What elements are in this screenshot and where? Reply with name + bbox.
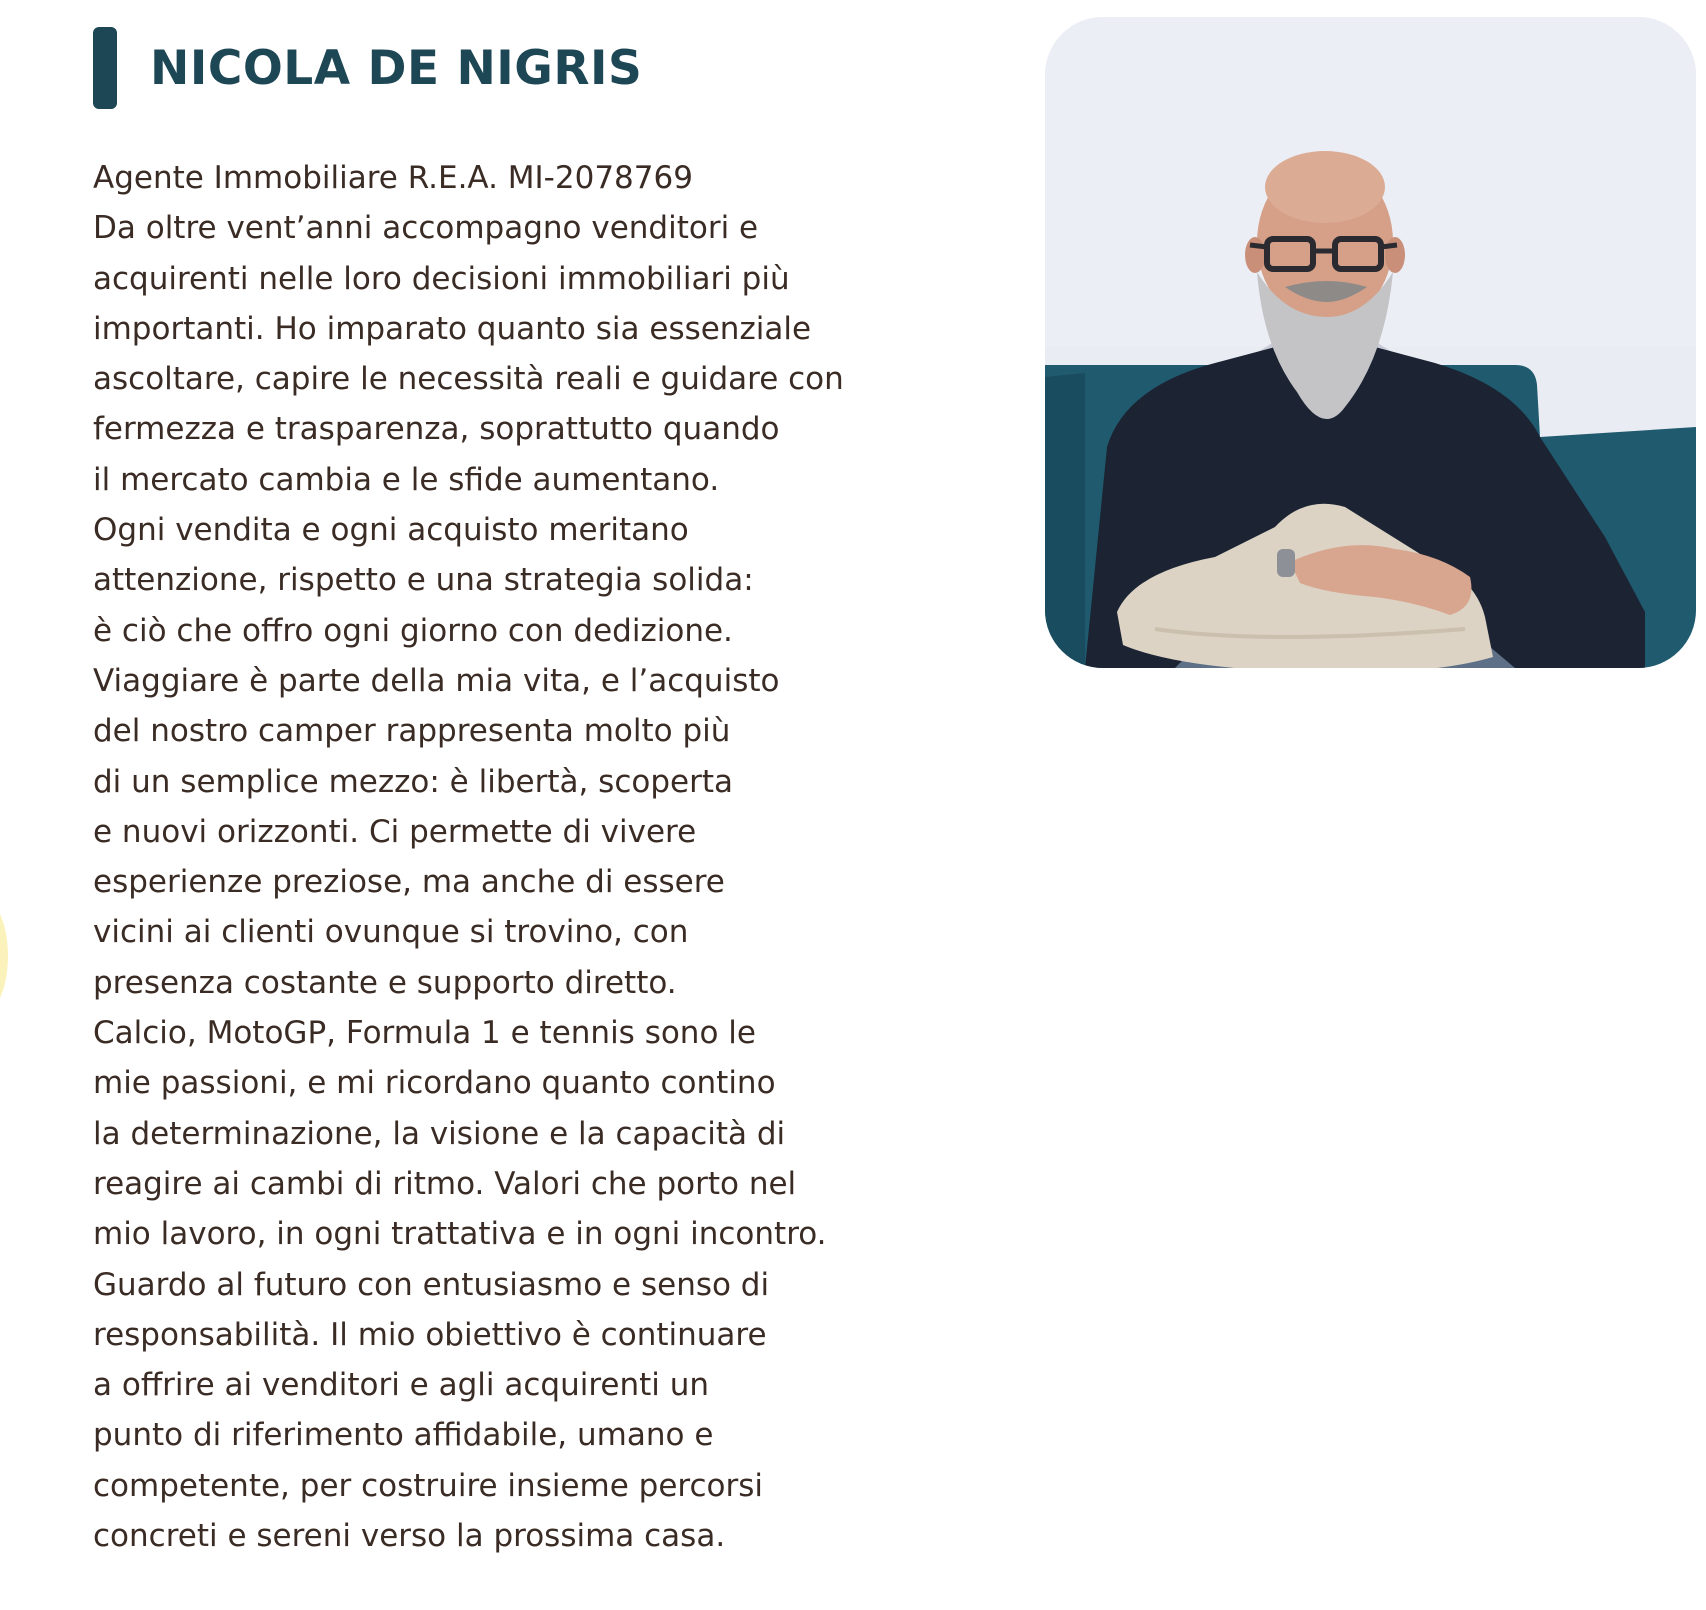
decorative-edge-blob (0, 896, 8, 1016)
bio-line: a offrire ai venditori e agli acquirenti un (93, 1367, 710, 1404)
bio-line: Calcio, MotoGP, Formula 1 e tennis sono le (93, 1015, 756, 1052)
bio-line: e nuovi orizzonti. Ci permette di vivere (93, 813, 697, 850)
bio-line: Guardo al futuro con entusiasmo e senso di (93, 1266, 770, 1303)
bio-line: Viaggiare è parte della mia vita, e l’acquisto (93, 662, 780, 699)
bio-line: esperienze preziose, ma anche di essere (93, 864, 725, 901)
bio-line: Agente Immobiliare R.E.A. MI-2078769 (93, 160, 693, 196)
bio-line: acquirenti nelle loro decisioni immobiliari più (93, 260, 790, 297)
bio-line: Da oltre vent’anni accompagno venditori e (93, 210, 759, 247)
bio-text (93, 153, 973, 1561)
bio-line: Ogni vendita e ogni acquisto meritano (93, 512, 689, 549)
bio-line: competente, per costruire insieme percorsi (93, 1467, 763, 1504)
bio-line: attenzione, rispetto e una strategia solida: (93, 562, 754, 599)
bio-line: la determinazione, la visione e la capacità di (93, 1115, 786, 1152)
title-accent-bar (93, 27, 117, 109)
page-title: NICOLA DE NIGRIS (150, 40, 643, 96)
bio-line: mio lavoro, in ogni trattativa e in ogni incontro. (93, 1216, 827, 1253)
profile-photo (1045, 17, 1696, 668)
bio-line: di un semplice mezzo: è libertà, scoperta (93, 763, 733, 800)
bio-line: concreti e sereni verso la prossima casa. (93, 1518, 726, 1555)
bio-line: del nostro camper rappresenta molto più (93, 713, 731, 750)
profile-header (93, 27, 642, 109)
bio-line: mie passioni, e mi ricordano quanto contino (93, 1065, 776, 1102)
bio-line: punto di riferimento affidabile, umano e (93, 1417, 714, 1454)
bio-line: ascoltare, capire le necessità reali e guidare con (93, 361, 844, 398)
bio-line: il mercato cambia e le sfide aumentano. (93, 461, 720, 498)
bio-line: responsabilità. Il mio obiettivo è continuare (93, 1316, 767, 1353)
bio-line: presenza costante e supporto diretto. (93, 964, 677, 1001)
bio-line: fermezza e trasparenza, soprattutto quando (93, 411, 780, 448)
bio-line: reagire ai cambi di ritmo. Valori che porto nel (93, 1165, 797, 1202)
bio-line: è ciò che offro ogni giorno con dedizione. (93, 612, 733, 649)
bio-line: vicini ai clienti ovunque si trovino, con (93, 914, 689, 951)
bio-line: importanti. Ho imparato quanto sia essenziale (93, 310, 812, 347)
